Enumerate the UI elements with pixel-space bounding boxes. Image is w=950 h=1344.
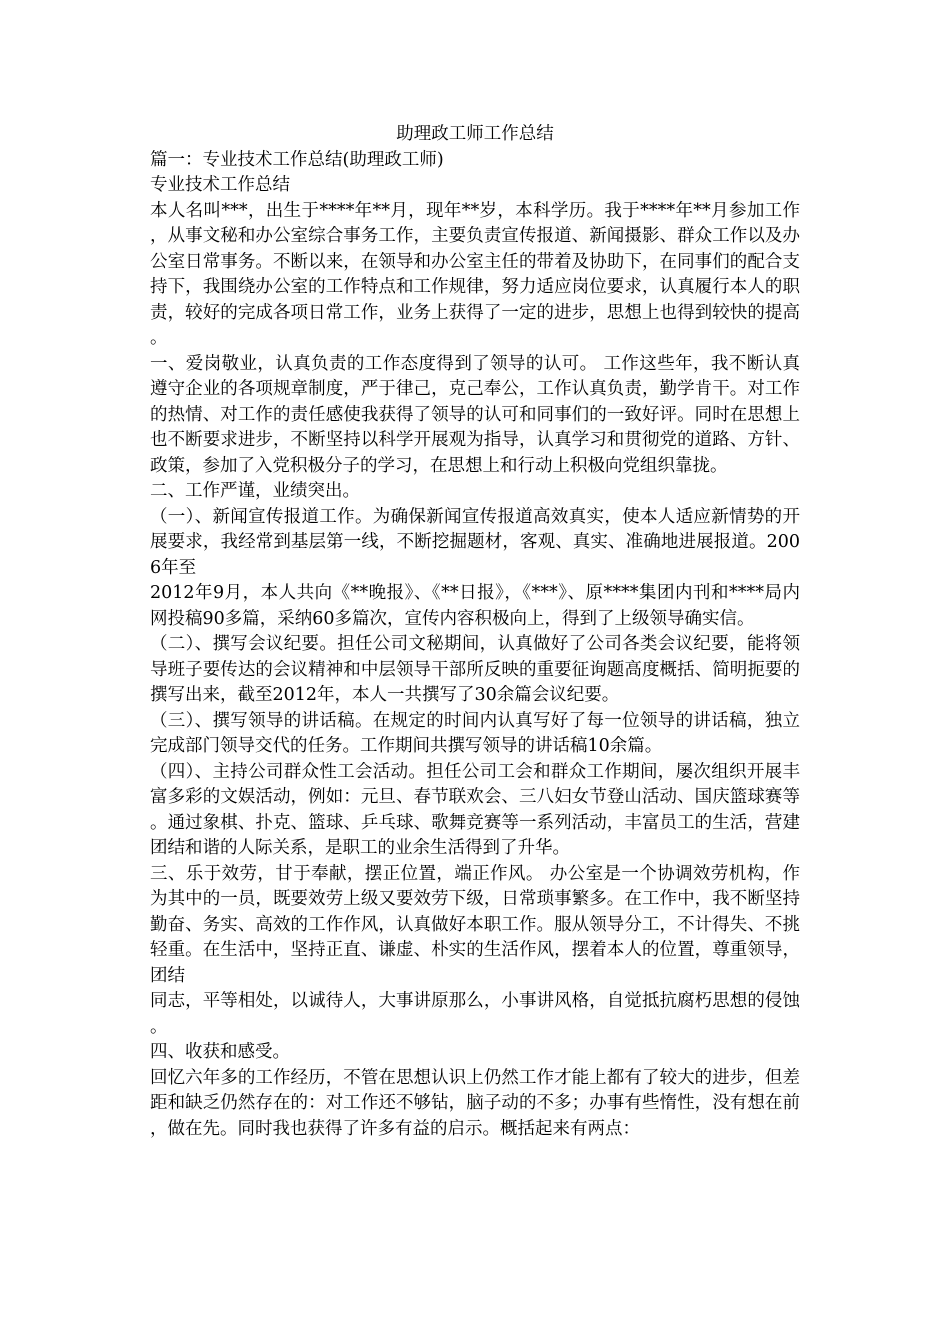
heading-article-one: 篇一：专业技术工作总结(助理政工师)	[150, 149, 444, 170]
heading-summary: 专业技术工作总结	[150, 175, 290, 195]
paragraph-intro: 本人名叫***，出生于****年**月，现年**岁，本科学历。我于****年**月参加工作，从事文秘和办公室综合事务工作，主要负责宣传报道、新闻摄影、群众工作以及办公室日常事务。不断以来，在领导和办公室主任的带着及协助下，在同事们的配合支持下，我围绕办公室的工作特点和工作规律，努力适应岗位要求，认真履行本人的职责，较好的完成各项日常工作，业务上获得了一定的进步，思想上也得到较快的提高。	[150, 200, 800, 348]
paragraph-section-three-cont: 同志，平等相处，以诚待人，大事讲原那么，小事讲风格，自觉抵抗腐朽思想的侵蚀。	[150, 991, 800, 1037]
paragraph-section-one: 一、爱岗敬业，认真负责的工作态度得到了领导的认可。 工作这些年，我不断认真遵守企业的各项规章制度，严于律己，克己奉公，工作认真负责，勤学肯干。对工作的热情、对工作的责任感使我获得了领导的认可和同事们的一致好评。同时在思想上也不断要求进步，不断坚持以科学开展观为指导，认真学习和贯彻党的道路、方针、政策，参加了入党积极分子的学习，在思想上和行动上积极向党组织靠拢。	[150, 353, 800, 476]
document-title: 助理政工师工作总结	[396, 124, 554, 144]
paragraph-section-three: 三、乐于效劳，甘于奉献，摆正位置，端正作风。 办公室是一个协调效劳机构，作为其中的一员，既要效劳上级又要效劳下级，日常琐事繁多。在工作中，我不断坚持勤奋、务实、高效的工作作风，认真做好本职工作。服从领导分工，不计得失、不挑轻重。在生活中，坚持正直、谦虚、朴实的生活作风，摆着本人的位置，尊重领导，团结	[150, 863, 800, 986]
heading-section-two: 二、工作严谨，业绩突出。	[150, 481, 360, 501]
paragraph-meeting-minutes: （二）、撰写会议纪要。担任公司文秘期间，认真做好了公司各类会议纪要，能将领导班子要传达的会议精神和中层领导干部所反映的重要征询题高度概括、简明扼要的撰写出来，截至2012年，本人一共撰写了30余篇会议纪要。	[150, 634, 800, 705]
heading-section-four: 四、收获和感受。	[150, 1042, 290, 1062]
paragraph-news-reporting: （一）、新闻宣传报道工作。为确保新闻宣传报道高效真实，使本人适应新情势的开展要求，我经常到基层第一线，不断挖掘题材，客观、真实、准确地进展报道。2006年至	[150, 506, 800, 578]
paragraph-reflection: 回忆六年多的工作经历，不管在思想认识上仍然工作才能上都有了较大的进步，但差距和缺乏仍然存在的：对工作还不够钻，脑子动的不多；办事有些惰性，没有想在前，做在先。同时我也获得了许多有益的启示。概括起来有两点：	[150, 1067, 800, 1139]
paragraph-news-reporting-cont: 2012年9月，本人共向《**晚报》、《**日报》，《***》、原****集团内刊和****局内网投稿90多篇，采纳60多篇次，宣传内容积极向上，得到了上级领导确实信。	[150, 583, 800, 629]
paragraph-speech-drafts: （三）、撰写领导的讲话稿。在规定的时间内认真写好了每一位领导的讲话稿，独立完成部门领导交代的任务。工作期间共撰写领导的讲话稿10余篇。	[150, 710, 800, 756]
paragraph-union-activities: （四）、主持公司群众性工会活动。担任公司工会和群众工作期间，屡次组织开展丰富多彩的文娱活动，例如：元旦、春节联欢会、三八妇女节登山活动、国庆篮球赛等。通过象棋、扑克、篮球、乒乓球、歌舞竞赛等一系列活动，丰富员工的生活，营建团结和谐的人际关系，是职工的业余生活得到了升华。	[150, 761, 800, 858]
document-page	[150, 122, 800, 1142]
